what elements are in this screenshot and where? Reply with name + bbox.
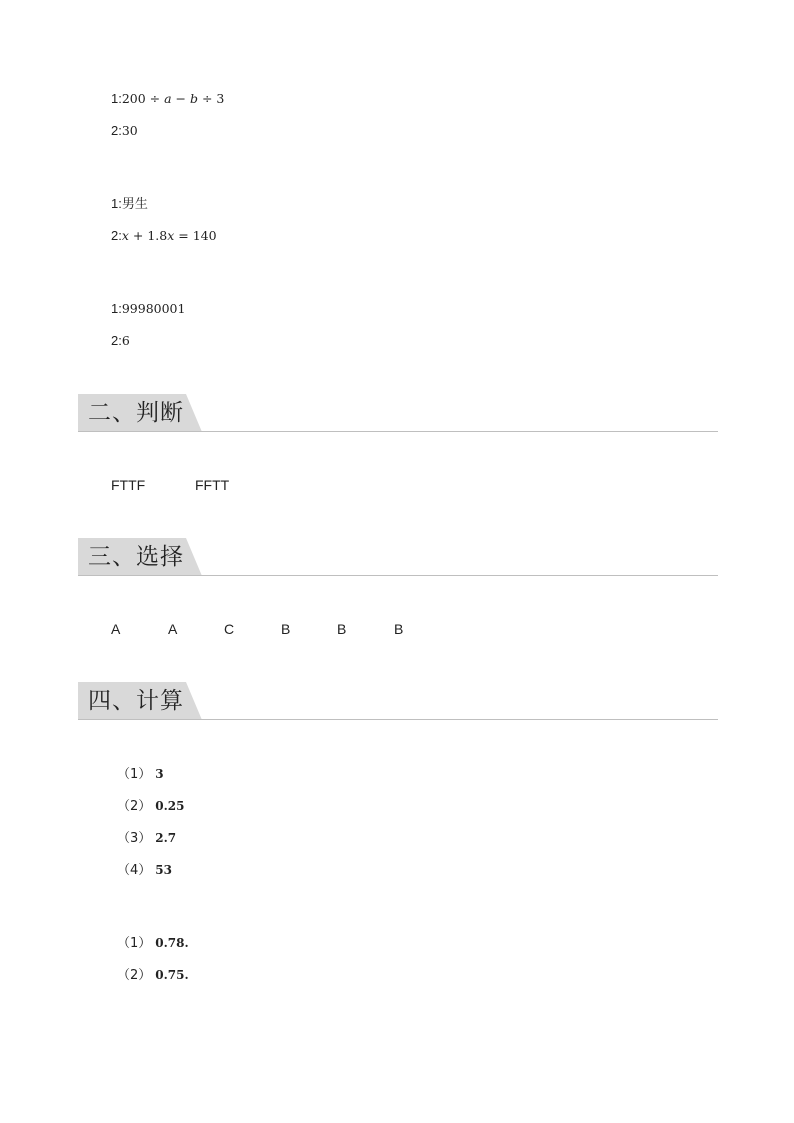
section-divider [78,719,718,720]
section-title: 四、计算 [88,688,184,714]
calc-answer-line [117,797,185,816]
calc-answer-line [117,829,176,848]
item-number: （1） [117,767,152,782]
math-expression: x + 1.8x = 140 [121,228,217,243]
calc-answer-line [117,861,172,880]
calc-value: 0.75. [155,968,189,982]
section-divider [78,575,718,576]
section-header-calc [78,682,718,722]
line-prefix: 2: [111,123,122,138]
choice-answer: B [281,621,291,637]
answer-line [111,195,148,214]
section-header-judge [78,394,718,434]
calc-value: 0.25 [155,799,185,813]
section-divider [78,431,718,432]
calc-answer-line [117,934,189,953]
line-prefix: 2: [111,333,122,348]
choice-answer: A [111,621,121,637]
answer-line [111,332,130,351]
math-expression: 6 [121,333,130,348]
answer-line [111,90,224,109]
line-prefix: 1: [111,91,122,106]
math-expression: 30 [121,123,138,138]
math-expression: 99980001 [121,301,186,316]
section-title: 三、选择 [88,544,184,570]
choice-answer: C [224,621,235,637]
choice-answer: A [168,621,178,637]
calc-answer-line [117,966,189,985]
calc-answer-line [117,765,164,784]
judge-answer: FFTT [195,477,230,493]
section-title: 二、判断 [88,400,184,426]
calc-value: 2.7 [155,831,177,845]
calc-value: 53 [155,863,172,877]
item-number: （2） [117,968,152,983]
item-number: （4） [117,863,152,878]
calc-value: 0.78. [155,936,189,950]
item-number: （3） [117,831,152,846]
answer-line [111,122,138,141]
line-prefix: 2: [111,228,122,243]
item-number: （1） [117,936,152,951]
judge-answer: FTTF [111,477,146,493]
line-prefix: 1:男生 [111,196,148,211]
answer-line [111,300,185,319]
item-number: （2） [117,799,152,814]
calc-value: 3 [155,767,164,781]
answer-line [111,227,217,246]
choice-answer: B [337,621,347,637]
math-expression: 200 ÷ a − b ÷ 3 [121,91,225,106]
line-prefix: 1: [111,301,122,316]
choice-answer: B [394,621,404,637]
section-header-choice [78,538,718,578]
